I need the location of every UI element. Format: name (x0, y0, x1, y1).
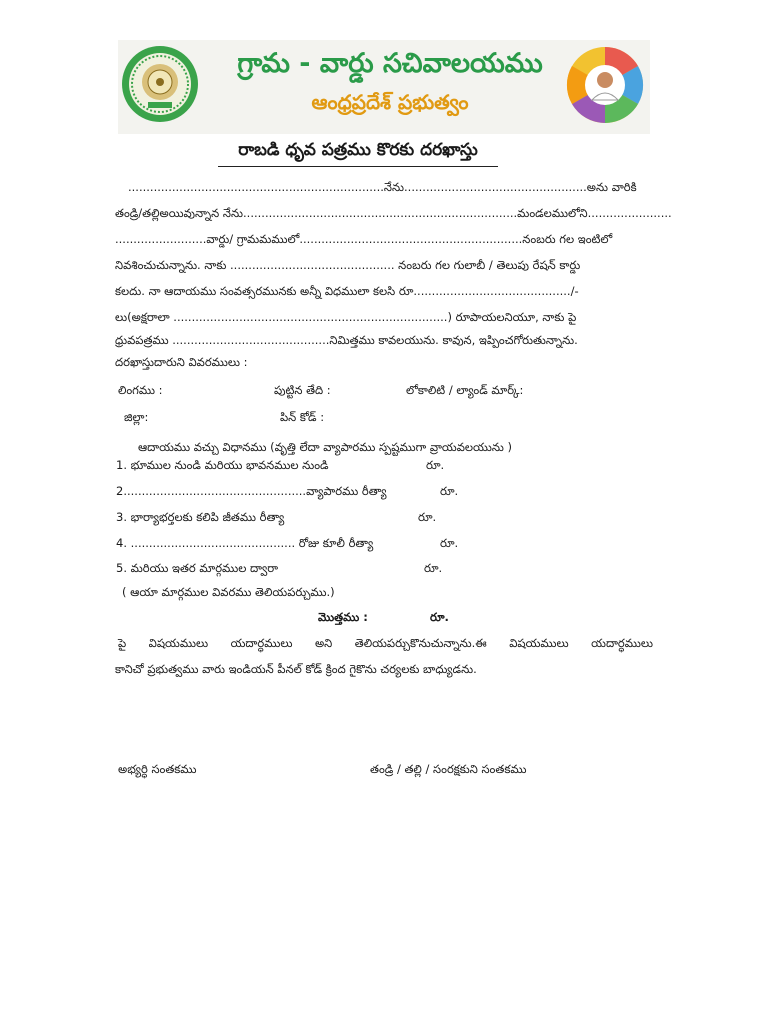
income-heading: ఆదాయము వచ్చు విధానము (వృత్తి లేదా వ్యాపారము స్పష్టముగా వ్రాయవలయును ) (138, 440, 513, 454)
district-field-label: జిల్లా: (124, 410, 149, 424)
form-title: రాబడి ధృవ పత్రము కొరకు దరఖాస్తు (218, 140, 498, 167)
dob-field-label: పుట్టిన తేది : (274, 383, 331, 397)
total-rs: రూ. (430, 610, 449, 624)
total-label: మొత్తము : (318, 610, 368, 624)
body-line: తండ్రి/తల్లిఅయివున్నాన నేను...........................................................................మండలములోని....................... (115, 206, 672, 220)
body-line: కలదు. నా ఆదాయము సంవత్సరమునకు అన్నీ విధములా కలసి రూ.........................................../- (115, 284, 579, 298)
body-line: ......................................................................నేను..................................................అను వారికి (128, 180, 637, 194)
income-item-label: 5. మరియు ఇతర మార్గముల ద్వారా (116, 561, 279, 575)
applicant-details-heading: దరఖాస్తుదారుని వివరములు : (115, 355, 248, 369)
guardian-signature-label: తండ్రి / తల్లి / సంరక్షకుని సంతకము (370, 762, 527, 776)
income-item-rs: రూ. (440, 536, 459, 550)
applicant-signature-label: అభ్యర్ధి సంతకము (118, 762, 197, 776)
income-item-label: 2..................................................వ్యాపారము రీత్యా (116, 484, 387, 498)
body-line: లు(అక్షరాలా ...........................................................................) రూపాయలనియూ, నాకు పై (115, 310, 577, 324)
gender-field-label: లింగము : (118, 383, 163, 397)
income-item-label: 3. భార్యాభర్తలకు కలిపి జీతము రీత్యా (116, 510, 285, 524)
declaration-line: పై విషయములు యదార్ధములు అని తెలియపర్చుకొనుచున్నాను.ఈ విషయములు యదార్ధములు (118, 636, 653, 650)
income-item-rs: రూ. (440, 484, 459, 498)
body-line: నివశించుచున్నాను. నాకు ............................................. నంబరు గల గులాబీ / తెలుపు రేషన్ కార్డు (115, 258, 581, 272)
income-note: ( ఆయా మార్గముల వివరము తెలియపర్చుము.) (122, 585, 335, 599)
pincode-field-label: పిన్ కోడ్ : (280, 410, 325, 424)
income-item-label: 4. ............................................. రోజు కూలీ రీత్యా (116, 536, 374, 550)
body-line: ధ్రువపత్రము ...........................................నిమిత్తము కావలయును. కావున, ఇప్పించగోరుతున్నాను. (115, 333, 578, 347)
ap-state-emblem-icon (120, 44, 200, 124)
income-item-rs: రూ. (418, 510, 437, 524)
income-item-rs: రూ. (426, 458, 445, 472)
locality-field-label: లోకాలిటి / ల్యాండ్ మార్క్: (406, 383, 524, 397)
body-line: .........................వార్డు/ గ్రామమములో.............................................................నంబరు గల ఇంటిలో (115, 232, 613, 246)
cm-portrait-logo-icon (566, 46, 644, 124)
income-item-label: 1. భూముల నుండి మరియు భావనముల నుండి (116, 458, 329, 472)
income-item-rs: రూ. (424, 561, 443, 575)
header-title: గ్రామ - వార్డు సచివాలయము (237, 48, 543, 79)
declaration-line: కానిచో ప్రభుత్వము వారు ఇండియన్ పీనల్ కోడ్ క్రింద గైకొను చర్యలకు బాధ్యుడను. (115, 662, 477, 676)
header-subtitle: ఆంధ్రప్రదేశ్ ప్రభుత్వం (311, 90, 469, 114)
